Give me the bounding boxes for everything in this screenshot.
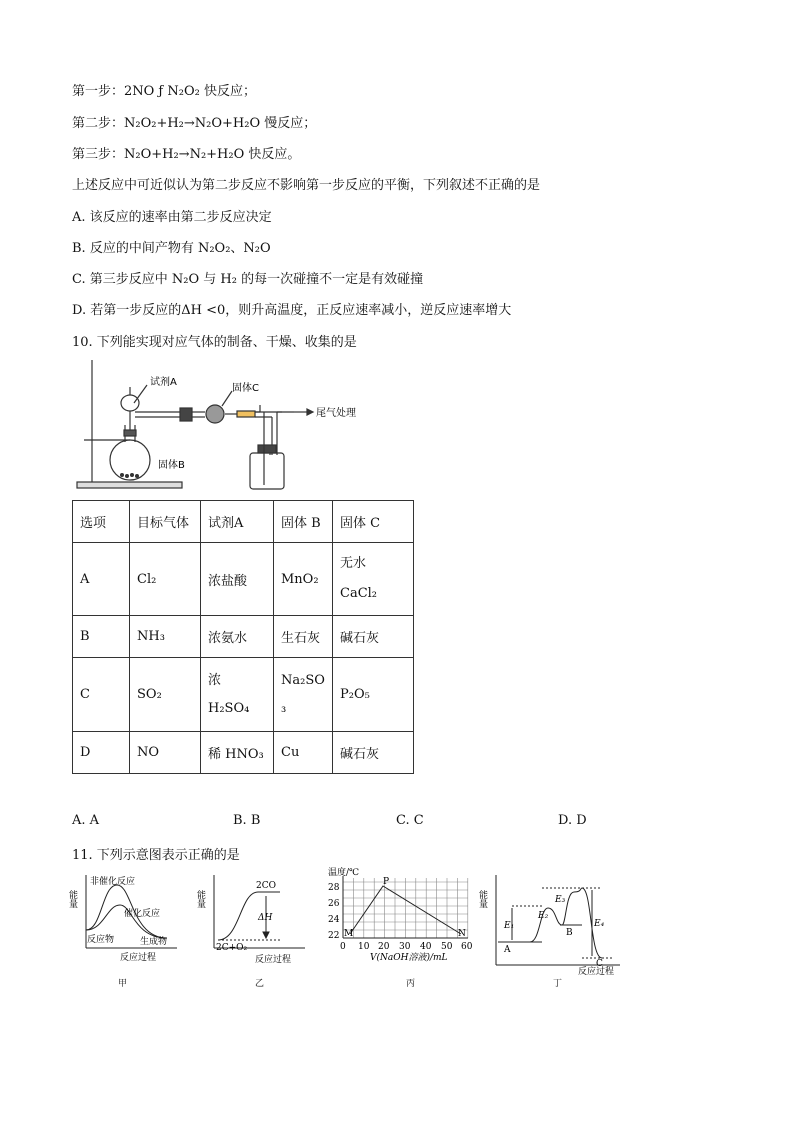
table-cell: B [73,616,130,658]
ding-c: C [596,959,603,969]
jia-cat: 催化反应 [124,909,161,919]
figure-ding [477,870,622,977]
option-b: B. 反应的中间产物有 N₂O₂、N₂O [72,241,271,256]
bing-ylabel: 温度/℃ [328,868,360,878]
table-cell: 固体 B [274,501,333,543]
question-stem: 上述反应中可近似认为第二步反应不影响第一步反应的平衡，下列叙述不正确的是 [72,178,541,193]
bing-xtick: 50 [441,942,453,952]
table-cell: 碱石灰 [333,732,414,774]
bing-p: P [383,877,390,887]
table-cell: 无水 CaCl₂ [333,543,414,616]
bing-ytick: 28 [328,883,340,893]
bing-xtick: 30 [399,942,411,952]
question-11: 11. 下列示意图表示正确的是 [72,848,240,863]
label-tail-gas: 尾气处理 [316,408,356,419]
yi-xlabel: 反应过程 [255,955,292,965]
ding-e1: E₁ [504,921,515,931]
ding-e4: E₄ [594,919,605,929]
caption-ding: 丁 [553,979,563,989]
bing-xtick: 0 [340,942,346,952]
ding-xlabel: 反应过程 [578,967,615,977]
bing-m: M [344,929,354,939]
step-2: 第二步：N₂O₂+H₂→N₂O+H₂O 慢反应； [72,116,317,131]
table-cell: NH₃ [130,616,201,658]
yi-bottom: 2C+O₂ [216,943,248,953]
ding-e3: E₃ [555,895,566,905]
table-cell: Na₂SO₃ [274,658,333,732]
yi-ylabel: 能量 [195,890,205,908]
figure-jia [67,870,182,965]
jia-reactant: 反应物 [87,935,115,945]
table-row [73,543,414,616]
answer-d[interactable]: D. D [558,813,587,828]
answer-b[interactable]: B. B [233,813,261,828]
table-header-row [73,501,414,543]
caption-jia: 甲 [118,979,128,989]
table-cell: 浓氨水 [201,616,274,658]
figure-yi [195,870,310,965]
apparatus-diagram [72,355,372,495]
bing-xtick: 40 [420,942,432,952]
option-d: D. 若第一步反应的ΔH <0，则升高温度，正反应速率减小，逆反应速率增大 [72,303,512,318]
answer-c[interactable]: C. C [396,813,424,828]
table-cell: Cu [274,732,333,774]
table-cell: C [73,658,130,732]
table-cell: 固体 C [333,501,414,543]
jia-uncat: 非催化反应 [90,877,136,887]
table-row [73,616,414,658]
option-c: C. 第三步反应中 N₂O 与 H₂ 的每一次碰撞不一定是有效碰撞 [72,272,424,287]
bing-xtick: 10 [358,942,370,952]
label-solid-b: 固体B [158,460,185,471]
bing-ytick: 24 [328,915,340,925]
label-reagent-a: 试剂A [150,377,177,388]
table-cell: A [73,543,130,616]
options-table [72,500,414,774]
figure-bing [328,866,478,971]
table-cell: MnO₂ [274,543,333,616]
step-3: 第三步：N₂O+H₂→N₂+H₂O 快反应。 [72,147,301,162]
yi-dh: ΔH [258,913,273,923]
table-cell: 选项 [73,501,130,543]
table-row [73,658,414,732]
option-a: A. 该反应的速率由第二步反应决定 [72,210,272,225]
table-cell: P₂O₅ [333,658,414,732]
question-10: 10. 下列能实现对应气体的制备、干燥、收集的是 [72,335,357,350]
table-cell: 目标气体 [130,501,201,543]
ding-a: A [504,945,511,955]
table-cell: 碱石灰 [333,616,414,658]
table-cell: 生石灰 [274,616,333,658]
jia-ylabel: 能量 [67,890,77,908]
table-cell: NO [130,732,201,774]
label-solid-c: 固体C [232,383,259,394]
step-1: 第一步：2NO ƒ N₂O₂ 快反应； [72,84,256,99]
table-cell: 浓 H₂SO₄ [201,658,274,732]
bing-n: N [458,929,466,939]
table-row [73,732,414,774]
caption-yi: 乙 [255,979,265,989]
jia-product: 生成物 [140,937,168,947]
yi-top: 2CO [256,881,276,891]
ding-ylabel: 能量 [477,890,487,908]
table-cell: 试剂A [201,501,274,543]
table-cell: D [73,732,130,774]
ding-b: B [566,928,573,938]
jia-xlabel: 反应过程 [120,953,157,963]
bing-ytick: 22 [328,931,340,941]
table-cell: 稀 HNO₃ [201,732,274,774]
bing-xtick: 60 [461,942,473,952]
table-cell: Cl₂ [130,543,201,616]
answer-a[interactable]: A. A [72,813,100,828]
table-cell: SO₂ [130,658,201,732]
ding-e2: E₂ [538,911,549,921]
bing-ytick: 26 [328,899,340,909]
bing-xlabel: V(NaOH溶液)/mL [370,953,448,963]
bing-xtick: 20 [378,942,390,952]
caption-bing: 丙 [406,979,416,989]
table-cell: 浓盐酸 [201,543,274,616]
